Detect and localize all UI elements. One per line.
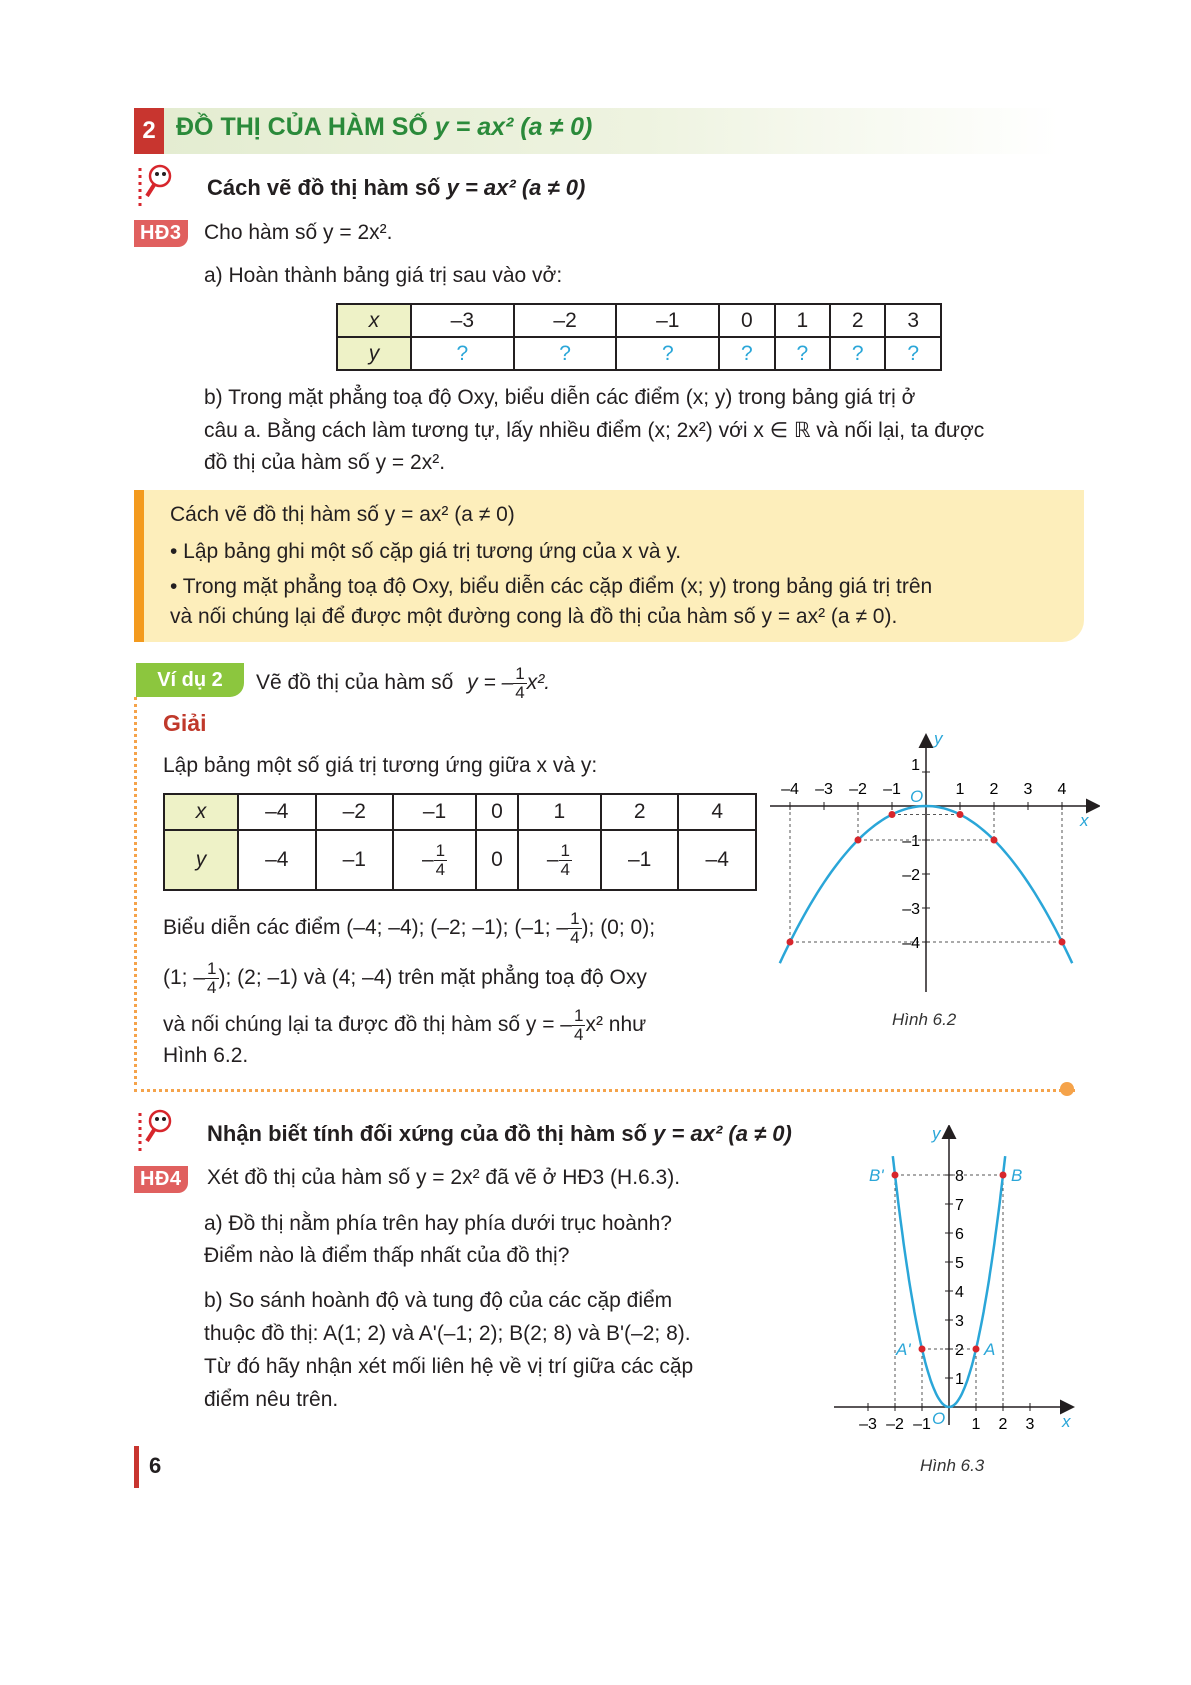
hd4-a-line2: Điểm nào là điểm thấp nhất của đồ thị? (204, 1244, 570, 1267)
y-tick-label: 1 (911, 757, 920, 774)
hd3-intro: Cho hàm số y = 2x². (204, 221, 393, 244)
table-cell: ? (830, 337, 885, 370)
table-cell: 2 (601, 794, 679, 830)
hd4-b-line1: b) So sánh hoành độ và tung độ của các cặp điểm (204, 1289, 673, 1312)
magnifier-icon (134, 160, 176, 212)
hd4-b-line2: thuộc đồ thị: A(1; 2) và A'(–1; 2); B(2; 8) và B'(–2; 8). (204, 1322, 691, 1345)
x-tick-label: 1 (955, 781, 965, 798)
hd3-b-line2: câu a. Bằng cách làm tương tự, lấy nhiều điểm (x; 2x²) với x ∈ ℝ và nối lại, ta được (204, 419, 985, 442)
sub1-formula: y = ax² (a ≠ 0) (446, 175, 586, 200)
rule-bullet-1: • Lập bảng ghi một số cặp giá trị tương ứng của x và y. (170, 540, 682, 563)
data-point (1000, 1172, 1007, 1179)
y-tick-label: –3 (902, 901, 920, 918)
hd4-a-line1: a) Đồ thị nằm phía trên hay phía dưới trục hoành? (204, 1212, 672, 1235)
data-point (973, 1346, 980, 1353)
table-cell: 1 (518, 794, 601, 830)
hd3-part-a: a) Hoàn thành bảng giá trị sau vào vở: (204, 264, 563, 287)
table-cell: ? (775, 337, 830, 370)
x-tick-label: –2 (849, 781, 867, 798)
x-tick-label: –2 (886, 1416, 904, 1430)
table-header-y: y (164, 830, 238, 890)
table-cell: – $\frac{1}{4}$ (518, 830, 601, 890)
table-cell: 0 (476, 794, 518, 830)
example-desc-line4: Hình 6.2. (163, 1044, 249, 1067)
y-tick-label: –2 (902, 867, 920, 884)
data-point (1059, 939, 1066, 946)
x-tick-label: 4 (1057, 781, 1067, 798)
point-label: B (1011, 1166, 1023, 1185)
y-tick-label: 6 (955, 1226, 964, 1243)
table-cell: ? (514, 337, 617, 370)
origin-label: O (932, 1409, 946, 1428)
example-desc-line2: (1; – $\frac{1}{4}$ ); (2; –1) và (4; –4) trên mặt phẳng toạ độ Oxy (163, 959, 647, 997)
subsection-title-2 (207, 1121, 792, 1147)
sub2-title-text: Nhận biết tính đối xứng của đồ thị hàm số (207, 1121, 648, 1146)
table-cell: –1 (393, 794, 476, 830)
example-formula-suffix: x². (526, 671, 551, 695)
x-tick-label: –1 (913, 1416, 931, 1430)
data-point (889, 811, 896, 818)
table-cell: 0 (719, 304, 774, 337)
table-row (337, 337, 941, 370)
table-cell: –1 (316, 830, 394, 890)
figure-6-3 (832, 1125, 1082, 1430)
page-number: 6 (149, 1453, 162, 1478)
axis-y-label: y (932, 1125, 941, 1143)
y-tick-label: –1 (902, 833, 920, 850)
example-formula-prefix: y = – (467, 671, 514, 695)
point-label: A' (896, 1340, 911, 1359)
table-row (337, 304, 941, 337)
data-point (787, 939, 794, 946)
figure-6-2-caption: Hình 6.2 (892, 1010, 957, 1029)
rule-bullet-2-line2: và nối chúng lại để được một đường cong là đồ thị của hàm số y = ax² (a ≠ 0). (170, 605, 898, 628)
table-cell: –2 (316, 794, 394, 830)
section-title (176, 113, 592, 142)
table-cell: –4 (238, 794, 316, 830)
hd3-tag: HĐ3 (134, 220, 188, 247)
hd4-b-line4: điểm nêu trên. (204, 1388, 339, 1411)
hd3-value-table (336, 303, 942, 371)
section-title-formula: y = ax² (a ≠ 0) (434, 113, 593, 141)
table-cell: ? (719, 337, 774, 370)
axis-x-label: x (1062, 1412, 1071, 1430)
fraction: $\frac{1}{4}$ (515, 664, 525, 702)
page-number-bar (134, 1446, 139, 1488)
x-tick-label: –1 (883, 781, 901, 798)
example-statement (256, 665, 550, 702)
x-tick-label: –3 (859, 1416, 877, 1430)
origin-label: O (910, 787, 924, 806)
x-tick-label: –4 (781, 781, 799, 798)
table-header-x: x (337, 304, 411, 337)
table-cell: –4 (678, 830, 756, 890)
table-row (164, 830, 756, 890)
x-tick-label: 3 (1025, 1416, 1035, 1430)
x-tick-label: 2 (989, 781, 999, 798)
y-tick-label: 1 (955, 1371, 964, 1388)
x-tick-label: 3 (1023, 781, 1033, 798)
x-tick-label: –3 (815, 781, 833, 798)
y-tick-label: 3 (955, 1313, 964, 1330)
y-tick-label: 4 (955, 1284, 964, 1301)
table-cell: –2 (514, 304, 617, 337)
sub2-formula: y = ax² (a ≠ 0) (653, 1121, 792, 1146)
data-point (855, 837, 862, 844)
section-title-text: ĐỒ THỊ CỦA HÀM SỐ (176, 113, 428, 141)
hd4-intro: Xét đồ thị của hàm số y = 2x² đã vẽ ở HĐ3 (H.6.3). (207, 1166, 681, 1189)
border-end-dot-icon (1058, 1080, 1076, 1098)
table-cell: –3 (411, 304, 514, 337)
figure-6-3-caption: Hình 6.3 (920, 1456, 985, 1475)
table-cell: – $\frac{1}{4}$ (393, 830, 476, 890)
example-desc-line3: và nối chúng lại ta được đồ thị hàm số y = – $\frac{1}{4}$ x² như (163, 1006, 647, 1044)
table-cell: –4 (238, 830, 316, 890)
point-label: B' (869, 1166, 884, 1185)
subsection-title-1 (207, 175, 585, 201)
data-point (919, 1346, 926, 1353)
example-tag: Ví dụ 2 (136, 663, 244, 697)
x-tick-label: 2 (998, 1416, 1008, 1430)
example-table-intro: Lập bảng một số giá trị tương ứng giữa x và y: (163, 754, 598, 777)
sub1-title-text: Cách vẽ đồ thị hàm số (207, 175, 441, 200)
solution-heading: Giải (163, 710, 207, 736)
magnifier-icon (134, 1105, 176, 1157)
table-row (164, 794, 756, 830)
hd4-tag: HĐ4 (134, 1166, 188, 1193)
table-cell: –1 (616, 304, 719, 337)
rule-title: Cách vẽ đồ thị hàm số y = ax² (a ≠ 0) (170, 503, 515, 526)
y-tick-label: 8 (955, 1168, 964, 1185)
example-value-table (163, 793, 757, 891)
figure-6-2 (770, 730, 1100, 1020)
y-tick-label: –4 (902, 935, 920, 952)
table-cell: –1 (601, 830, 679, 890)
table-cell: ? (885, 337, 941, 370)
data-point (991, 837, 998, 844)
point-label: A (984, 1340, 996, 1359)
hd3-b-line1: b) Trong mặt phẳng toạ độ Oxy, biểu diễn các điểm (x; y) trong bảng giá trị ở (204, 386, 916, 409)
y-tick-label: 7 (955, 1197, 964, 1214)
hd3-b-line3: đồ thị của hàm số y = 2x². (204, 451, 446, 474)
rule-bullet-2-line1: • Trong mặt phẳng toạ độ Oxy, biểu diễn các cặp điểm (x; y) trong bảng giá trị trên (170, 575, 933, 598)
table-cell: ? (411, 337, 514, 370)
data-point (892, 1172, 899, 1179)
axis-x-label: x (1080, 811, 1089, 830)
axis-y-label: y (934, 730, 943, 748)
table-cell: 3 (885, 304, 941, 337)
x-tick-label: 1 (971, 1416, 981, 1430)
table-header-y: y (337, 337, 411, 370)
section-number: 2 (134, 108, 164, 154)
table-cell: 0 (476, 830, 518, 890)
table-cell: ? (616, 337, 719, 370)
data-point (957, 811, 964, 818)
table-cell: 2 (830, 304, 885, 337)
example-desc-line1: Biểu diễn các điểm (–4; –4); (–2; –1); (–1; – $\frac{1}{4}$ ); (0; 0); (163, 909, 656, 947)
example-statement-text: Vẽ đồ thị của hàm số (256, 671, 454, 695)
hd4-b-line3: Từ đó hãy nhận xét mối liên hệ về vị trí giữa các cặp (204, 1355, 694, 1378)
y-tick-label: 5 (955, 1255, 964, 1272)
y-tick-label: 2 (955, 1342, 964, 1359)
table-header-x: x (164, 794, 238, 830)
table-cell: 1 (775, 304, 830, 337)
table-cell: 4 (678, 794, 756, 830)
